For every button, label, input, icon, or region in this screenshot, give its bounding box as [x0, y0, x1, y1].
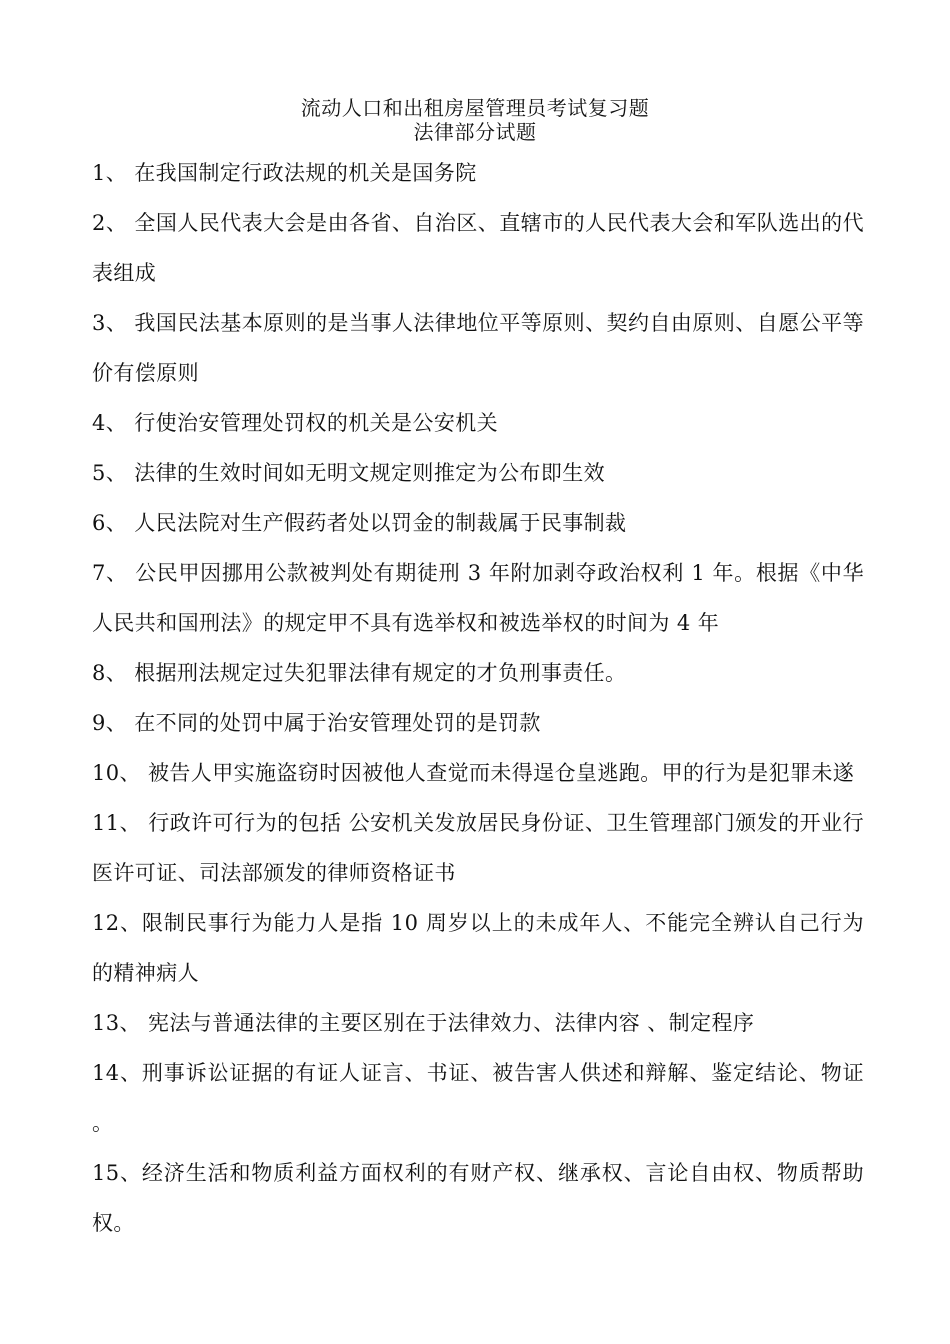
list-item: 10、 被告人甲实施盗窃时因被他人查觉而未得逞仓皇逃跑。甲的行为是犯罪未遂: [92, 761, 855, 785]
list-item: 7、 公民甲因挪用公款被判处有期徒刑 3 年附加剥夺政治权利 1 年。根据《中华人民共和国刑法》的规定甲不具有选举权和被选举权的时间为 4 年: [92, 561, 864, 635]
list-item: 8、 根据刑法规定过失犯罪法律有规定的才负刑事责任。: [92, 661, 627, 685]
list-item: 1、 在我国制定行政法规的机关是国务院: [92, 161, 477, 185]
list-item: 13、 宪法与普通法律的主要区别在于法律效力、法律内容 、制定程序: [92, 1011, 755, 1035]
list-item: 3、 我国民法基本原则的是当事人法律地位平等原则、契约自由原则、自愿公平等价有偿原则: [92, 311, 864, 385]
list-item: 9、 在不同的处罚中属于治安管理处罚的是罚款: [92, 711, 541, 735]
list-item: 2、 全国人民代表大会是由各省、自治区、直辖市的人民代表大会和军队选出的代表组成: [92, 211, 864, 285]
document-subtitle: 法律部分试题: [413, 120, 537, 144]
list-item: 15、经济生活和物质利益方面权利的有财产权、继承权、言论自由权、物质帮助权。: [92, 1161, 864, 1235]
document-title: 流动人口和出租房屋管理员考试复习题: [300, 96, 650, 120]
question-list: [92, 148, 864, 1248]
list-item: 5、 法律的生效时间如无明文规定则推定为公布即生效: [92, 461, 606, 485]
list-item: 12、限制民事行为能力人是指 10 周岁以上的未成年人、不能完全辨认自己行为的精神病人: [92, 911, 864, 985]
list-item: 6、 人民法院对生产假药者处以罚金的制裁属于民事制裁: [92, 511, 627, 535]
title-block: [0, 96, 950, 144]
list-item: 11、 行政许可行为的包括 公安机关发放居民身份证、卫生管理部门颁发的开业行医许可证、司法部颁发的律师资格证书: [92, 811, 864, 885]
list-item: 14、刑事诉讼证据的有证人证言、书证、被告害人供述和辩解、鉴定结论、物证 。: [92, 1061, 864, 1135]
list-item: 4、 行使治安管理处罚权的机关是公安机关: [92, 411, 499, 435]
